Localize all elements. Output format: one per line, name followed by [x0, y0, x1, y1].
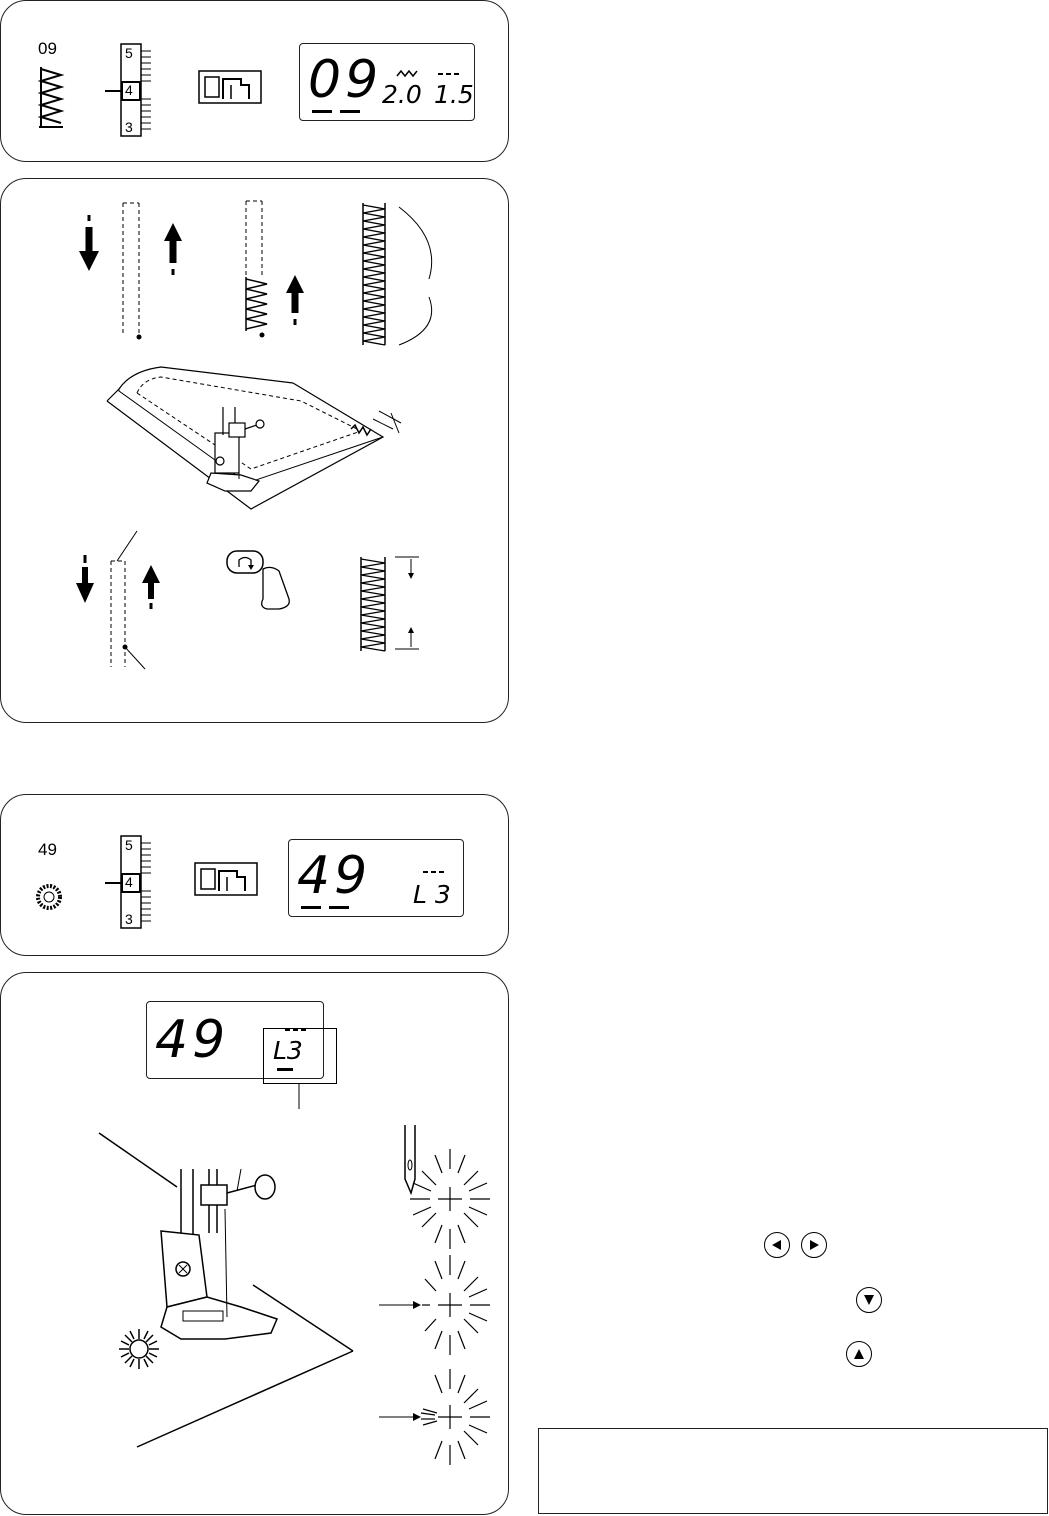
step-reverse-button — [76, 531, 419, 669]
dial-mid-number: 4 — [125, 82, 133, 98]
lcd-pattern-number: 09 — [308, 50, 383, 110]
pattern-number-label: 09 — [38, 39, 57, 58]
up-arrow-button-icon — [846, 1341, 872, 1367]
lcd-display — [288, 839, 464, 917]
stitch-length-icon — [423, 870, 445, 874]
stitch-width-icon — [396, 70, 418, 78]
pattern-number-label: 49 — [38, 840, 57, 859]
panel-zigzag-settings — [0, 0, 509, 162]
presser-foot-icon — [193, 861, 259, 897]
stitch-length-icon — [438, 72, 460, 76]
eyelet-diagram-1 — [410, 1149, 490, 1249]
tension-dial — [105, 43, 157, 137]
eyelet-stitch-icon — [35, 883, 63, 911]
right-arrow-button-icon — [801, 1232, 827, 1258]
note-box — [538, 1428, 1048, 1514]
panel-bartack-steps — [0, 178, 509, 723]
lcd-pattern-number: 49 — [155, 1010, 230, 1070]
eyelet-diagram-3 — [421, 1369, 490, 1465]
eyelet-stitch-small — [119, 1329, 159, 1369]
lcd-setting: L3 — [273, 1036, 303, 1065]
left-arrow-button-icon — [764, 1232, 790, 1258]
dial-top-number: 5 — [125, 45, 133, 61]
dial-bottom-number: 3 — [125, 911, 133, 927]
lcd-pattern-number: 49 — [297, 846, 372, 906]
presser-foot-icon — [197, 69, 263, 105]
dial-top-number: 5 — [125, 837, 133, 853]
fabric-pocket-illustration — [107, 367, 401, 509]
lcd-stitch-length: 1.5 — [434, 80, 474, 109]
down-arrow-button-icon — [856, 1287, 882, 1313]
lcd-stitch-width: 2.0 — [382, 80, 422, 109]
eyelet-diagram-2 — [422, 1255, 490, 1355]
panel-eyelet-adjust — [0, 972, 509, 1515]
tension-dial — [105, 835, 157, 929]
step-bartack-result — [363, 203, 432, 345]
zigzag-stitch-icon — [37, 65, 67, 129]
step-zigzag-reverse — [246, 201, 304, 338]
step-forward-reverse-stitch — [79, 203, 182, 340]
dial-mid-number: 4 — [125, 874, 133, 890]
lcd-display — [299, 43, 475, 121]
lcd-setting: L 3 — [413, 880, 451, 909]
panel-eyelet-settings — [0, 794, 509, 956]
bartack-illustration — [1, 179, 510, 724]
eyelet-sewing-illustration — [1, 973, 510, 1516]
dial-bottom-number: 3 — [125, 119, 133, 135]
